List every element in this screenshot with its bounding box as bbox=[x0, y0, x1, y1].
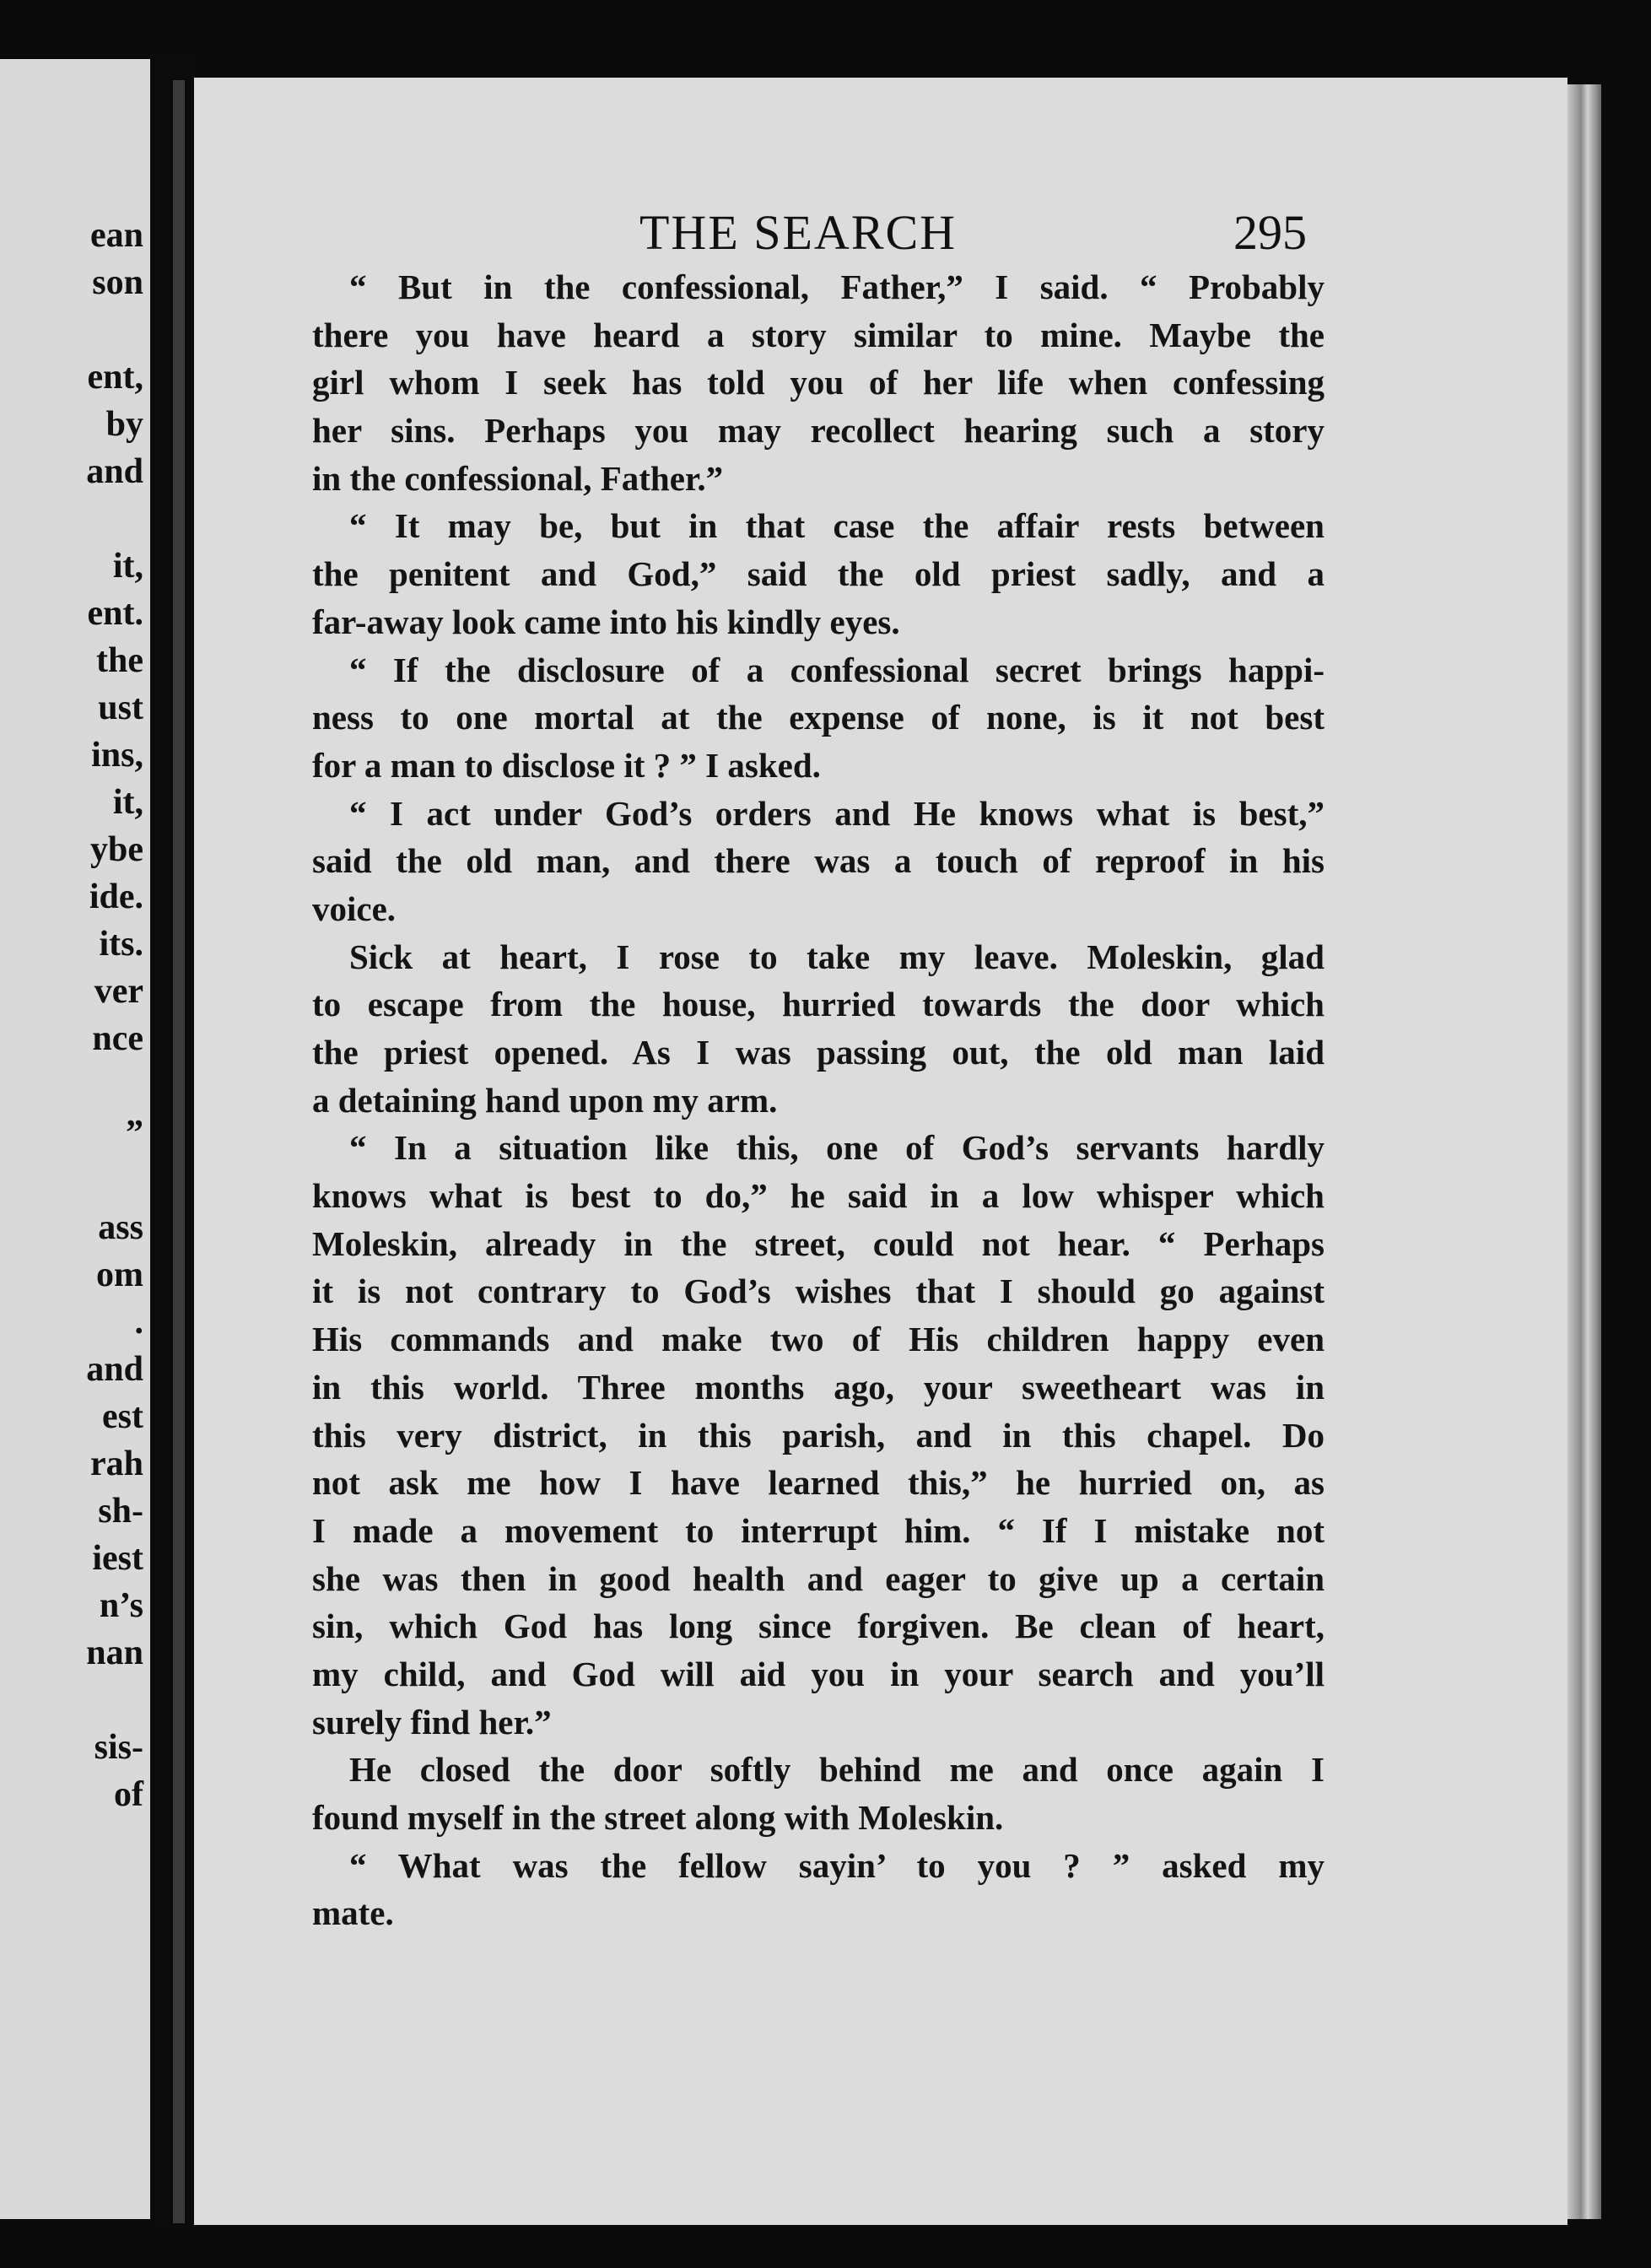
text-line: sin, which God has long since forgiven. Be clean of heart, bbox=[312, 1606, 1325, 1646]
text-line: in this world. Three months ago, your sweetheart was in bbox=[312, 1367, 1325, 1407]
page-edge bbox=[1567, 84, 1601, 2219]
text-line: “ But in the confessional, Father,” I said. “ Probably bbox=[349, 267, 1325, 306]
previous-page-text-fragment: son bbox=[92, 263, 143, 302]
text-line: this very district, in this parish, and in this chapel. Do bbox=[312, 1415, 1325, 1455]
text-line: not ask me how I have learned this,” he hurried on, as bbox=[312, 1463, 1325, 1503]
text-line: the penitent and God,” said the old priest sadly, and a bbox=[312, 554, 1325, 594]
text-line: her sins. Perhaps you may recollect hearing such a story bbox=[312, 411, 1325, 451]
text-line: “ What was the fellow sayin’ to you ? ” asked my bbox=[349, 1845, 1325, 1885]
previous-page-text-fragment: sh- bbox=[98, 1492, 143, 1531]
previous-page-text-fragment: ins, bbox=[91, 736, 143, 775]
text-line: found myself in the street along with Moleskin. bbox=[312, 1798, 1004, 1837]
page-number: 295 bbox=[1233, 205, 1307, 260]
text-line: voice. bbox=[312, 888, 397, 928]
previous-page-text-fragment: its. bbox=[99, 925, 143, 964]
previous-page-text-fragment: ide. bbox=[89, 878, 143, 916]
text-line: the priest opened. As I was passing out, the old man laid bbox=[312, 1033, 1325, 1072]
previous-page-text-fragment: . bbox=[134, 1303, 143, 1342]
body-text bbox=[312, 263, 1325, 1937]
text-line: ness to one mortal at the expense of none, is it not best bbox=[312, 698, 1325, 737]
previous-page-text-fragment: ean bbox=[90, 216, 143, 255]
book-page bbox=[194, 78, 1567, 2225]
previous-page-text-fragment: iest bbox=[92, 1539, 143, 1578]
text-line: she was then in good health and eager to give up a certain bbox=[312, 1558, 1325, 1598]
previous-page-text-fragment: ass bbox=[98, 1208, 143, 1247]
previous-page-text-fragment: of bbox=[114, 1775, 143, 1814]
previous-page-text-fragment: ent, bbox=[87, 358, 143, 397]
previous-page-text-fragment: rah bbox=[90, 1444, 143, 1483]
text-line: for a man to disclose it ? ” I asked. bbox=[312, 745, 821, 785]
text-line: He closed the door softly behind me and once again I bbox=[349, 1750, 1325, 1790]
previous-page-text-fragment: ust bbox=[98, 688, 143, 727]
text-line: said the old man, and there was a touch of reproof in his bbox=[312, 841, 1325, 881]
previous-page-text-fragment: and bbox=[86, 452, 143, 491]
text-line: girl whom I seek has told you of her life when confessing bbox=[312, 363, 1325, 402]
text-line: surely find her.” bbox=[312, 1702, 552, 1742]
running-title: THE SEARCH bbox=[639, 205, 958, 260]
text-line: “ In a situation like this, one of God’s servants hardly bbox=[349, 1128, 1325, 1168]
text-line: “ If the disclosure of a confessional secret brings happi- bbox=[349, 650, 1325, 689]
previous-page-text-fragment: nce bbox=[92, 1019, 143, 1058]
text-line: Sick at heart, I rose to take my leave. Moleskin, glad bbox=[349, 937, 1325, 976]
text-line: Moleskin, already in the street, could not hear. “ Perhaps bbox=[312, 1223, 1325, 1263]
previous-page-text-fragment: sis- bbox=[94, 1728, 143, 1767]
previous-page-text-fragment: ybe bbox=[90, 830, 143, 869]
text-line: a detaining hand upon my arm. bbox=[312, 1080, 778, 1120]
previous-page-text-fragment: ver bbox=[94, 972, 143, 1011]
text-line: far-away look came into his kindly eyes. bbox=[312, 602, 900, 641]
previous-page-fragment bbox=[0, 59, 150, 2219]
text-line: mate. bbox=[312, 1893, 394, 1933]
previous-page-text-fragment: by bbox=[105, 405, 143, 444]
gutter-edge bbox=[173, 80, 185, 2223]
previous-page-text-fragment: est bbox=[102, 1397, 143, 1436]
previous-page-text-fragment: it, bbox=[112, 547, 143, 586]
text-line: there you have heard a story similar to mine. Maybe the bbox=[312, 315, 1325, 354]
text-line: it is not contrary to God’s wishes that I should go against bbox=[312, 1272, 1325, 1311]
previous-page-text-fragment: the bbox=[96, 641, 143, 680]
running-head bbox=[194, 204, 1567, 263]
text-line: to escape from the house, hurried towards the door which bbox=[312, 985, 1325, 1024]
text-line: “ It may be, but in that case the affair rests between bbox=[349, 506, 1325, 546]
previous-page-text-fragment: and bbox=[86, 1350, 143, 1389]
text-line: knows what is best to do,” he said in a low whisper which bbox=[312, 1176, 1325, 1216]
text-line: my child, and God will aid you in your search and you’ll bbox=[312, 1654, 1325, 1693]
text-line: “ I act under God’s orders and He knows what is best,” bbox=[349, 793, 1325, 833]
previous-page-text-fragment: om bbox=[96, 1256, 143, 1294]
previous-page-text-fragment: nan bbox=[86, 1634, 143, 1672]
previous-page-text-fragment: n’s bbox=[99, 1586, 143, 1625]
previous-page-text-fragment: ent. bbox=[87, 594, 143, 633]
text-line: in the confessional, Father.” bbox=[312, 458, 724, 498]
text-line: His commands and make two of His children happy even bbox=[312, 1320, 1325, 1359]
previous-page-text-fragment: it, bbox=[112, 783, 143, 822]
previous-page-text-fragment: ” bbox=[126, 1114, 143, 1153]
text-line: I made a movement to interrupt him. “ If I mistake not bbox=[312, 1510, 1325, 1550]
